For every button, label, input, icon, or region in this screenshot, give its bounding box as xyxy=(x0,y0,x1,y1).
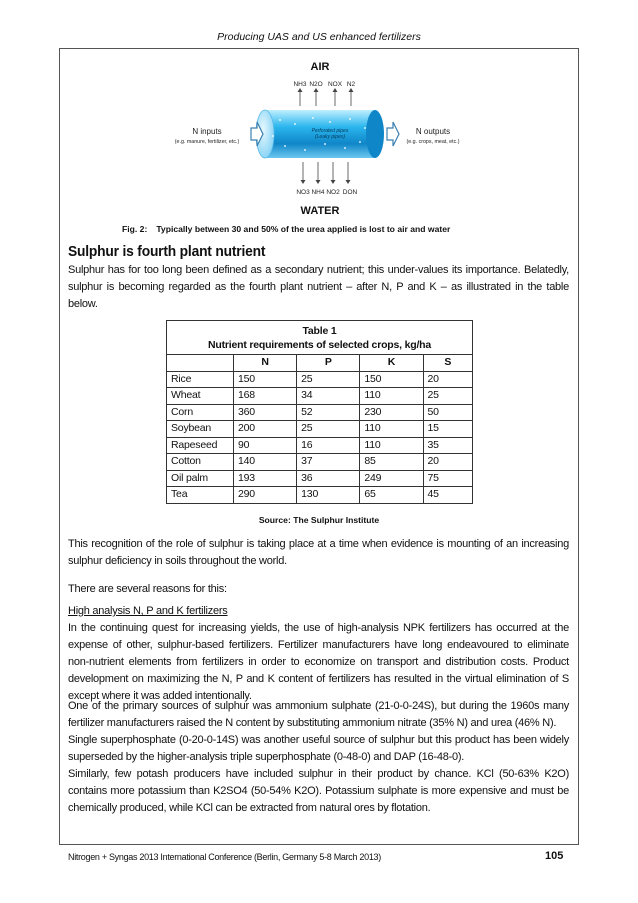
paragraph-similarly: Similarly, few potash producers have included sulphur in their product by chance. KCl (50-63% K2O) contains more potassium than K2SO4 (50-54% K2O). Potassium sulphate is more expensive and must be chemically produced, while KCl can be extracted from natural ores by flotation. xyxy=(68,768,569,814)
air-species-n2o: N2O xyxy=(309,81,323,88)
table-cell: Soybean xyxy=(167,421,234,438)
table-cell: 75 xyxy=(423,470,472,487)
table-row xyxy=(167,421,473,438)
inputs-subtitle: (e.g. manure, fertilizer, etc.) xyxy=(174,139,240,145)
table-title-line1: Table 1 xyxy=(302,325,337,337)
paragraph-recognition: This recognition of the role of sulphur is taking place at a time when evidence is mounting of an increasing sulphur deficiency in soils throughout the world. xyxy=(68,538,569,567)
table-row xyxy=(167,487,473,504)
table-cell: 45 xyxy=(423,487,472,504)
table-cell: Tea xyxy=(167,487,234,504)
nutrient-table xyxy=(166,320,473,504)
water-species-no2: NO2 xyxy=(326,189,340,196)
table-cell: Cotton xyxy=(167,454,234,471)
table-cell: 150 xyxy=(234,371,297,388)
table-header-crop xyxy=(167,355,234,372)
table-cell: 20 xyxy=(423,371,472,388)
table-header-s: S xyxy=(423,355,472,372)
water-species-don: DON xyxy=(342,189,358,196)
page-number: 105 xyxy=(545,850,564,862)
air-species-n2: N2 xyxy=(346,81,356,88)
table-cell: 110 xyxy=(360,388,423,405)
table-cell: 25 xyxy=(423,388,472,405)
table-header-p: P xyxy=(297,355,360,372)
paragraph-continuing: In the continuing quest for increasing yields, the use of high-analysis NPK fertilizers has occurred at the expense of other, sulphur-based fertilizers. Fertilizer manufacturers have long endeavoured to eliminate non-nutrient elements from fertilizers in order to economize on transport and distribution costs. Product development on maximizing the N, P and K content of fertilizers has resulted in the virtual elimination of S except where it was added intentionally. xyxy=(68,622,569,702)
air-species-nh3: NH3 xyxy=(293,81,307,88)
table-cell: 35 xyxy=(423,437,472,454)
nutrient-table-wrapper xyxy=(166,320,473,504)
table-row xyxy=(167,388,473,405)
table-cell: 110 xyxy=(360,437,423,454)
inputs-title: N inputs xyxy=(192,127,222,136)
table-row xyxy=(167,470,473,487)
table-cell: 15 xyxy=(423,421,472,438)
figure-caption-text: Typically between 30 and 50% of the urea applied is lost to air and water xyxy=(156,224,451,234)
table-cell: 90 xyxy=(234,437,297,454)
table-cell: 52 xyxy=(297,404,360,421)
table-title-line2: Nutrient requirements of selected crops, kg/ha xyxy=(207,339,432,351)
table-cell: 130 xyxy=(297,487,360,504)
table-row xyxy=(167,437,473,454)
table-cell: 25 xyxy=(297,371,360,388)
paragraph-reasons: There are several reasons for this: xyxy=(68,583,227,595)
table-cell: 25 xyxy=(297,421,360,438)
section-title: Sulphur is fourth plant nutrient xyxy=(68,243,266,260)
table-cell: Wheat xyxy=(167,388,234,405)
table-header-k: K xyxy=(360,355,423,372)
table-cell: 34 xyxy=(297,388,360,405)
table-cell: Rice xyxy=(167,371,234,388)
table-cell: 20 xyxy=(423,454,472,471)
outputs-title: N outputs xyxy=(415,127,451,136)
table-header-row xyxy=(167,355,473,372)
table-cell: 168 xyxy=(234,388,297,405)
table-title xyxy=(167,321,473,355)
air-species-nox: NOX xyxy=(327,81,343,88)
outputs-subtitle: (e.g. crops, meat, etc.) xyxy=(406,139,460,145)
running-header: Producing UAS and US enhanced fertilizers xyxy=(217,31,421,43)
water-label: WATER xyxy=(300,205,340,217)
table-cell: Corn xyxy=(167,404,234,421)
figure-caption-label: Fig. 2: xyxy=(122,224,148,234)
table-cell: 140 xyxy=(234,454,297,471)
output-arrow xyxy=(387,122,399,146)
table-cell: 150 xyxy=(360,371,423,388)
table-cell: 249 xyxy=(360,470,423,487)
table-row xyxy=(167,371,473,388)
table-cell: 65 xyxy=(360,487,423,504)
table-cell: 37 xyxy=(297,454,360,471)
paragraph-primary: One of the primary sources of sulphur was ammonium sulphate (21-0-0-24S), but during the 1960s many fertilizer manufacturers raised the N content by substituting ammonium nitrate (35% N) and urea (46% N). xyxy=(68,700,569,729)
table-cell: 50 xyxy=(423,404,472,421)
table-cell: Oil palm xyxy=(167,470,234,487)
table-cell: 200 xyxy=(234,421,297,438)
air-label: AIR xyxy=(310,61,330,73)
table-header-n: N xyxy=(234,355,297,372)
subheading-high-analysis: High analysis N, P and K fertilizers xyxy=(68,605,228,617)
table-cell: 193 xyxy=(234,470,297,487)
table-cell: 36 xyxy=(297,470,360,487)
table-source: Source: The Sulphur Institute xyxy=(258,515,380,525)
nitrogen-loss-figure xyxy=(155,58,485,218)
table-cell: 360 xyxy=(234,404,297,421)
paragraph-intro: Sulphur has for too long been defined as a secondary nutrient; this under-values its importance. Belatedly, sulphur is becoming regarded as the fourth plant nutrient – after N, P and K – as illustrated in the table below. xyxy=(68,264,569,310)
table-cell: 16 xyxy=(297,437,360,454)
table-row xyxy=(167,404,473,421)
table-cell: 110 xyxy=(360,421,423,438)
water-species-no3: NO3 xyxy=(296,189,310,196)
table-cell: 230 xyxy=(360,404,423,421)
pipe-label-1: Perforated pipes xyxy=(311,128,349,134)
pipe-label-2: (Leaky pipes) xyxy=(314,134,346,140)
table-row xyxy=(167,454,473,471)
figure-caption xyxy=(122,224,450,234)
table-cell: 85 xyxy=(360,454,423,471)
footer-conference: Nitrogen + Syngas 2013 International Conference (Berlin, Germany 5-8 March 2013) xyxy=(68,852,381,862)
table-cell: 290 xyxy=(234,487,297,504)
table-cell: Rapeseed xyxy=(167,437,234,454)
water-species-nh4: NH4 xyxy=(311,189,325,196)
paragraph-single: Single superphosphate (0-20-0-14S) was another useful source of sulphur but this product has been widely superseded by the higher-analysis triple superphosphate (0-48-0) and DAP (16-48-0). xyxy=(68,734,569,763)
